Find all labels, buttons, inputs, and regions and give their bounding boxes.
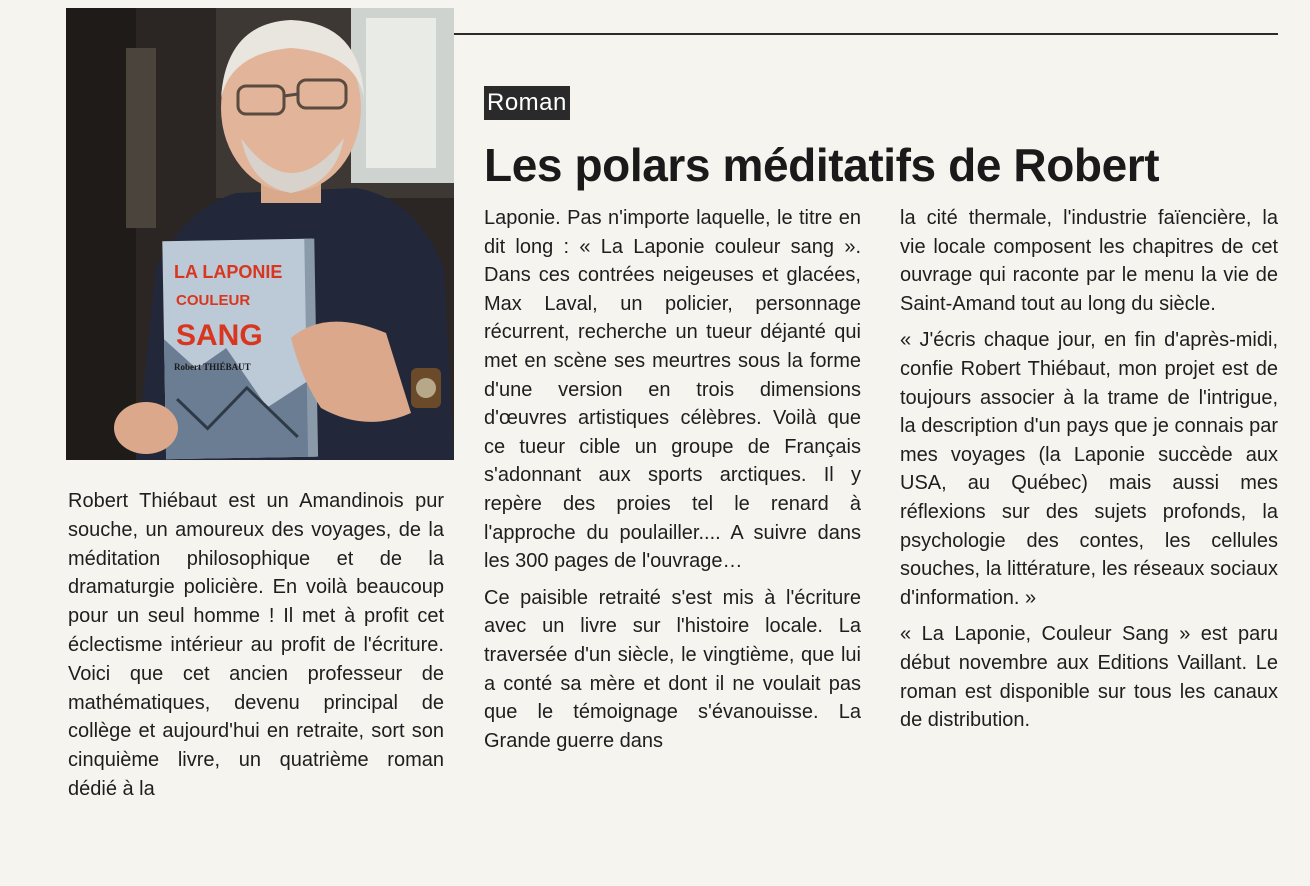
- book-title-line1: LA LAPONIE: [174, 262, 283, 282]
- article-column-3: [900, 204, 1278, 735]
- paragraph: « J'écris chaque jour, en fin d'après-midi, confie Robert Thiébaut, mon projet est de toujours associer à la trame de l'intrigue, la description d'un pays que je connais par mes voyages (la Laponie succède aux USA, au Québec) mais aussi mes réflexions sur des sujets profonds, la psychologie des contes, les cellules souches, la littérature, les réseaux sociaux d'information. »: [900, 329, 1278, 609]
- rubric-label: Roman: [484, 86, 570, 120]
- book-author: Robert THIÉBAUT: [174, 362, 251, 372]
- paragraph: la cité thermale, l'industrie faïencière, la vie locale composent les chapitres de cet ouvrage qui raconte par le menu la vie de Saint-Amand tout au long du siècle.: [900, 207, 1278, 315]
- paragraph: « La Laponie, Couleur Sang » est paru début novembre aux Editions Vaillant. Le roman est disponible sur tous les canaux de distribution.: [900, 623, 1278, 732]
- article-column-1: [68, 487, 444, 804]
- paragraph: Ce paisible retraité s'est mis à l'écriture avec un livre sur l'histoire locale. La traversée d'un siècle, le vingtième, que lui a conté sa mère et dont il ne voulait pas que le témoignage s'évanouisse. La Grande guerre dans: [484, 586, 861, 752]
- paragraph: Laponie. Pas n'importe laquelle, le titre en dit long : « La Laponie couleur sang ». Dans ces contrées neigeuses et glacées, Max Laval, un policier, personnage récurrent, recherche un tueur déjanté qui met en scène ses meurtres sous la forme d'une version en trois dimensions d'œuvres artistiques célèbres. Voilà que ce tueur cible un groupe de Français s'adonnant aux sports arctiques. Il y repère des proies tel le renard à l'approche du poulailler.... A suivre dans les 300 pages de l'ouvrage…: [484, 207, 861, 573]
- book-title-line2: COULEUR: [176, 292, 251, 309]
- author-photo: [66, 8, 454, 460]
- article-column-2: [484, 204, 861, 755]
- book-title-line3: SANG: [176, 319, 263, 352]
- author-holding-book-photo: [66, 8, 454, 460]
- headline: Les polars méditatifs de Robert: [484, 139, 1160, 191]
- header-rule: [438, 33, 1278, 35]
- paragraph: Robert Thiébaut est un Amandinois pur souche, un amoureux des voyages, de la méditation philosophique et de la dramaturgie policière. En voilà beaucoup pour un seul homme ! Il met à profit cet éclectisme intérieur au profit de l'écriture. Voici que cet ancien professeur de mathématiques, devenu principal de collège et aujourd'hui en retraite, sort son cinquième livre, un quatrième roman dédié à la: [68, 490, 444, 800]
